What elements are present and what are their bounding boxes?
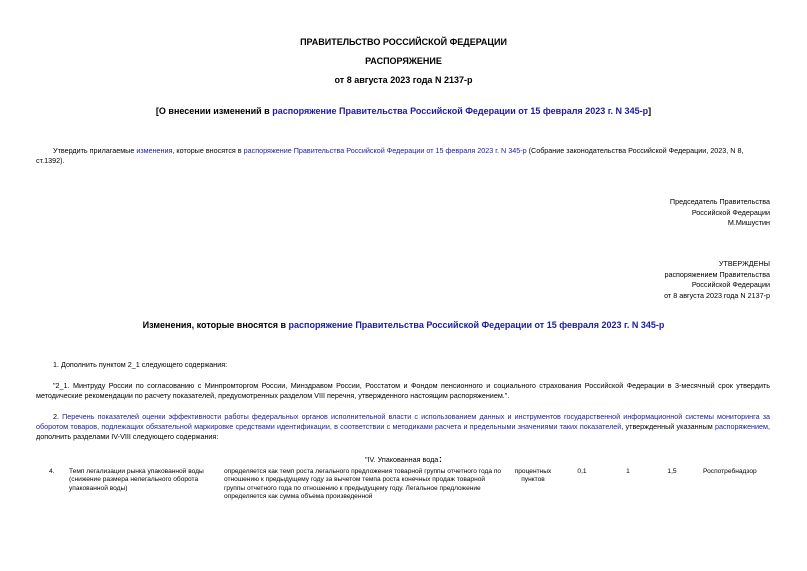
paragraph-approve (36, 146, 770, 166)
item-1-quote: "2_1. Минтруду России по согласованию с Минпромторгом России, Минздравом России, Росстатом и Фондом пенсионного и социального страхования Российской Федерации в 3-месячный срок утвердить методические рекомендации по расчету показателей, предусмотренных разделом VIII перечня, утвержденного настоящим распоряжением.". (36, 381, 770, 400)
signature-name: М.Мишустин (727, 218, 770, 227)
list-link[interactable]: Перечень показателей оценки эффективности работы федеральных органов исполнительной власти с использованием данных и инструментов государственной информационной системы мониторинга за оборотом товаров, подлежащих обязательной маркировке средствами идентификации, в соответствии с методиками расчета и предельными значениями таких показателей (36, 412, 771, 431)
subject-open: [О внесении изменений в (155, 106, 273, 116)
item-2-text: , утвержденный указанным (621, 422, 715, 431)
document-type: РАСПОРЯЖЕНИЕ (365, 56, 442, 66)
signature-line: Российской Федерации (691, 207, 770, 217)
document-subject (0, 106, 807, 116)
changes-link[interactable]: изменения (136, 146, 173, 155)
item-2-text: 2. (53, 412, 63, 421)
calculation-method: определяется как темп роста легального предложения товарной группы отчетного года по отношению к предыдущему году за вычетом темпа роста конечных продаж товарной группы отчетного года по отношению к предыдущему году. Легальное предложение определяется как сумма объема произведенной (224, 468, 502, 501)
approval-block (664, 259, 770, 301)
signature-block (670, 197, 770, 229)
subject-close: ] (648, 106, 652, 116)
government-title: ПРАВИТЕЛЬСТВО РОССИЙСКОЙ ФЕДЕРАЦИИ (300, 37, 507, 47)
approval-line: УТВЕРЖДЕНЫ (718, 259, 770, 268)
approval-line: от 8 августа 2023 года N 2137-р (664, 290, 770, 300)
section-title-colon: : (438, 454, 443, 464)
order-link-2[interactable]: распоряжением (714, 422, 768, 431)
approval-line: распоряжением Правительства (664, 269, 770, 279)
row-number: 4. (49, 468, 55, 475)
changes-title (0, 320, 807, 330)
approval-line: Российской Федерации (691, 280, 770, 289)
subject-link[interactable]: распоряжение Правительства Российской Федерации от 15 февраля 2023 г. N 345-р (272, 106, 649, 116)
indicator-name: Темп легализации рынка упакованной воды (снижение размера нелегального оборота упакованной воды) (69, 468, 204, 492)
value-1: 0,1 (577, 468, 587, 475)
item-2 (36, 412, 770, 442)
responsible-agency: Роспотребнадзор (703, 468, 757, 475)
signature-line: Председатель Правительства (669, 197, 770, 206)
document-date-number: от 8 августа 2023 года N 2137-р (334, 75, 473, 85)
section-title (0, 454, 807, 464)
value-2: 1 (626, 468, 630, 475)
paragraph-text: Утвердить прилагаемые (53, 146, 137, 155)
item-2-text: , дополнить разделами IV-VIII следующего содержания: (36, 422, 770, 441)
table-row (0, 468, 807, 508)
section-title-text: "IV. Упакованная вода (364, 455, 439, 464)
unit: процентных пунктов (514, 468, 552, 484)
item-1: 1. Дополнить пунктом 2_1 следующего содержания: (53, 360, 228, 369)
value-3: 1,5 (667, 468, 677, 475)
changes-title-text: Изменения, которые вносятся в (142, 320, 289, 330)
changes-title-link[interactable]: распоряжение Правительства Российской Федерации от 15 февраля 2023 г. N 345-р (288, 320, 665, 330)
paragraph-text: (Собрание законодательства Российской Федерации, 2023, N 8, ст.1392). (36, 146, 744, 165)
order-link[interactable]: распоряжение Правительства Российской Федерации от 15 февраля 2023 г. N 345-р (243, 146, 527, 155)
paragraph-text: , которые вносятся в (172, 146, 244, 155)
